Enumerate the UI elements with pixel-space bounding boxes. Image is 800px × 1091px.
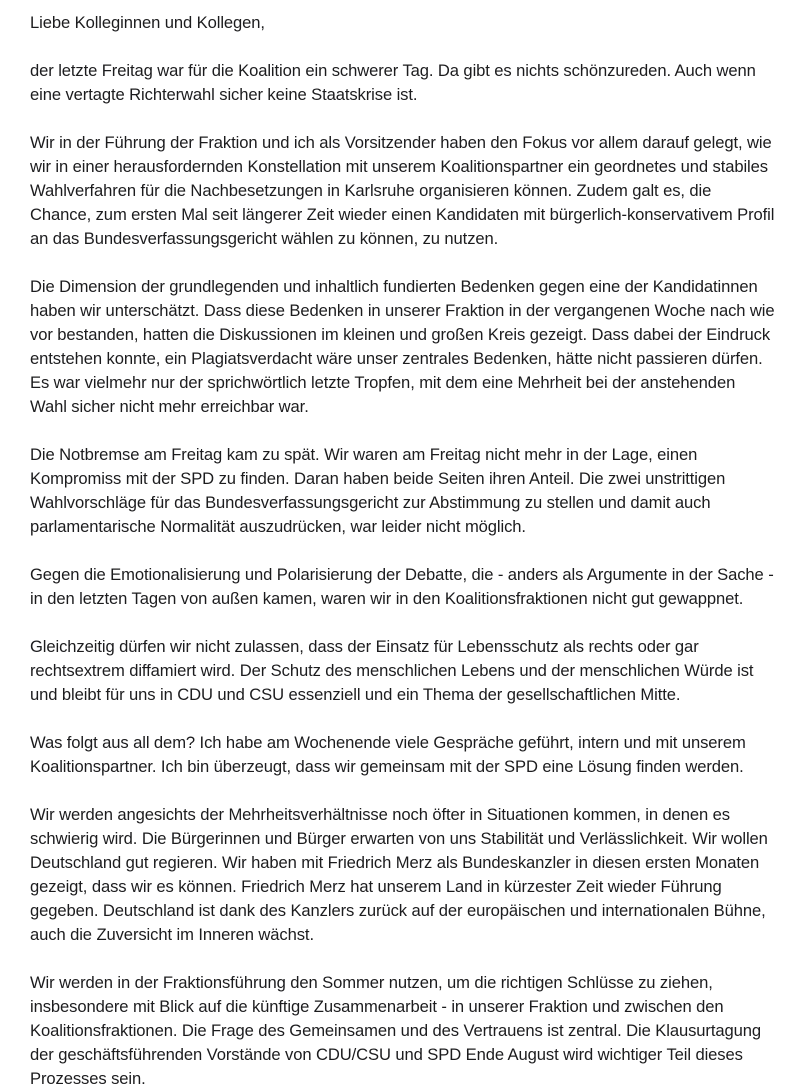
letter-paragraph-2: Wir in der Führung der Fraktion und ich als Vorsitzender haben den Fokus vor allem darauf gelegt, wie wir in einer herausfordernden Konstellation mit unserem Koalitionspartner ein geordnetes und stabiles Wahlverfahren für die Nachbesetzungen in Karlsruhe organisieren können. Zudem galt es, die Chance, zum ersten Mal seit längerer Zeit wieder einen Kandidaten mit bürgerlich-konservativem Profil an das Bundesverfassungsgericht wählen zu können, zu nutzen. (30, 133, 775, 248)
letter-paragraph-1: der letzte Freitag war für die Koalition ein schwerer Tag. Da gibt es nichts schönzureden. Auch wenn eine vertagte Richterwahl sicher keine Staatskrise ist. (30, 61, 756, 104)
letter-salutation: Liebe Kolleginnen und Kollegen, (30, 13, 265, 32)
letter-paragraph-8: Wir werden angesichts der Mehrheitsverhältnisse noch öfter in Situationen kommen, in denen es schwierig wird. Die Bürgerinnen und Bürger erwarten von uns Stabilität und Verlässlichkeit. Wir wollen Deutschland gut regieren. Wir haben mit Friedrich Merz als Bundeskanzler in diesen ersten Monaten gezeigt, dass wir es können. Friedrich Merz hat unserem Land in kürzester Zeit wieder Führung gegeben. Deutschland ist dank des Kanzlers zurück auf der europäischen und internationalen Bühne, auch die Zuversicht im Inneren wächst. (30, 805, 768, 944)
letter-paragraph-4: Die Notbremse am Freitag kam zu spät. Wir waren am Freitag nicht mehr in der Lage, einen Kompromiss mit der SPD zu finden. Daran haben beide Seiten ihren Anteil. Die zwei unstrittigen Wahlvorschläge für das Bundesverfassungsgericht zur Abstimmung zu stellen und damit auch parlamentarische Normalität auszudrücken, war leider nicht möglich. (30, 445, 726, 536)
letter-paragraph-5: Gegen die Emotionalisierung und Polarisierung der Debatte, die - anders als Argumente in der Sache - in den letzten Tagen von außen kamen, waren wir in den Koalitionsfraktionen nicht gut gewappnet. (30, 565, 774, 608)
letter-paragraph-3: Die Dimension der grundlegenden und inhaltlich fundierten Bedenken gegen eine der Kandidatinnen haben wir unterschätzt. Dass diese Bedenken in unserer Fraktion in der vergangenen Woche nach wie vor bestanden, hatten die Diskussionen im kleinen und großen Kreis gezeigt. Dass dabei der Eindruck entstehen konnte, ein Plagiatsverdacht wäre unser zentrales Bedenken, hätte nicht passieren dürfen. Es war vielmehr nur der sprichwörtlich letzte Tropfen, mit dem eine Mehrheit bei der anstehenden Wahl sicher nicht mehr erreichbar war. (30, 277, 775, 416)
letter-paragraph-6: Gleichzeitig dürfen wir nicht zulassen, dass der Einsatz für Lebensschutz als rechts oder gar rechtsextrem diffamiert wird. Der Schutz des menschlichen Lebens und der menschlichen Würde ist und bleibt für uns in CDU und CSU essenziell und ein Thema der gesellschaftlichen Mitte. (30, 637, 754, 704)
letter-paragraph-7: Was folgt aus all dem? Ich habe am Wochenende viele Gespräche geführt, intern und mit unserem Koalitionspartner. Ich bin überzeugt, dass wir gemeinsam mit der SPD eine Lösung finden werden. (30, 733, 746, 776)
letter-paragraph-9: Wir werden in der Fraktionsführung den Sommer nutzen, um die richtigen Schlüsse zu ziehen, insbesondere mit Blick auf die künftige Zusammenarbeit - in unserer Fraktion und zwischen den Koalitionsfraktionen. Die Frage des Gemeinsamen und des Vertrauens ist zentral. Die Klausurtagung der geschäftsführenden Vorstände von CDU/CSU und SPD Ende August wird wichtiger Teil dieses Prozesses sein. (30, 973, 761, 1088)
